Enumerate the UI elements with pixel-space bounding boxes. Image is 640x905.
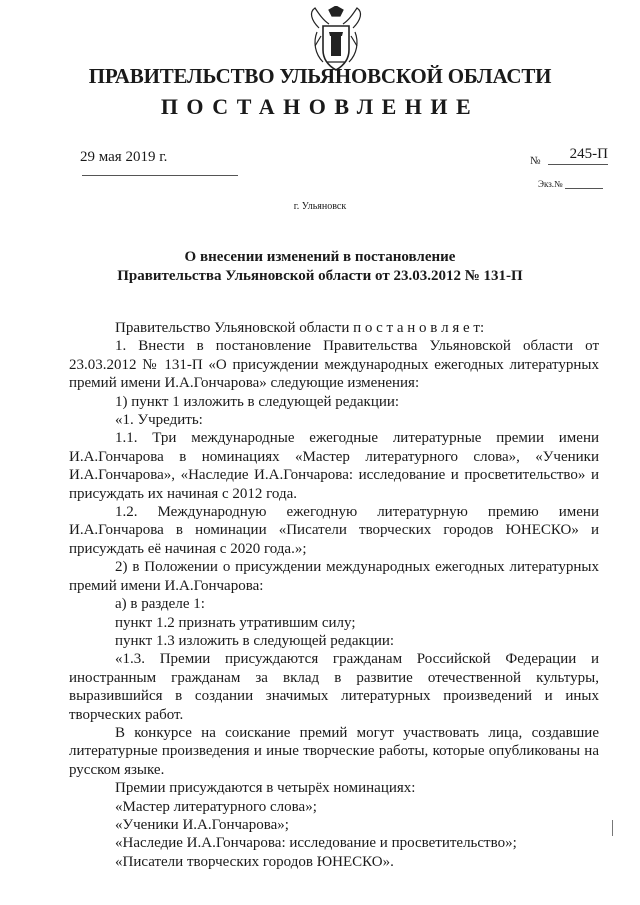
margin-mark [612,820,615,836]
document-subject [0,248,640,286]
paragraph: Премии присуждаются в четырёх номинациях: [115,780,416,797]
paragraph: В конкурсе на соискание премий могут участвовать лица, создавшие литературные произведения и иные творческие работы, которые опубликованы на русском языке. [69,724,599,778]
paragraph: 2) в Положении о присуждении международных ежегодных литературных премий имени И.А.Гончарова: [69,559,599,594]
paragraph: «Писатели творческих городов ЮНЕСКО». [115,853,394,870]
document-number: 245-П [548,146,608,165]
paragraph: «1.3. Премии присуждаются гражданам Российской Федерации и иностранным гражданам за вклад в развитие отечественной культуры, выразившийся в создании значимых литературных произведений и иных творческих работ. [69,651,599,723]
date-underline [82,175,238,176]
paragraph: «Мастер литературного слова»; [115,798,317,815]
document-date: 29 мая 2019 г. [80,149,168,165]
copy-number [538,179,603,189]
paragraph: 1.2. Международную ежегодную литературную премию имени И.А.Гончарова в номинации «Писатели творческих городов ЮНЕСКО» и присуждать её начиная с 2020 года.»; [69,504,599,557]
document-type: ПОСТАНОВЛЕНИЕ [160,94,480,119]
copy-label: Экз.№ [538,179,563,189]
paragraph: 1) пункт 1 изложить в следующей редакции: [115,393,400,410]
paragraph: «Наследие И.А.Гончарова: исследование и просветительство»; [115,835,517,852]
paragraph: «1. Учредить: [115,412,203,429]
paragraph: «Ученики И.А.Гончарова»; [115,816,289,833]
paragraph: пункт 1.3 изложить в следующей редакции: [115,632,395,649]
paragraph: а) в разделе 1: [115,596,205,613]
paragraph: пункт 1.2 признать утратившим силу; [115,614,356,631]
document-body [69,319,599,871]
city: г. Ульяновск [293,201,347,212]
subject-line: Правительства Ульяновской области от 23.03.2012 № 131-П [117,268,523,284]
subject-line: О внесении изменений в постановление [184,249,456,265]
paragraph: Правительство Ульяновской области п о с т а н о в л я е т: [115,320,485,336]
paragraph: 1. Внести в постановление Правительства Ульяновской области от 23.03.2012 № 131-П «О присуждении международных ежегодных литературных премий имени И.А.Гончарова» следующие изменения: [69,338,599,392]
number-sign: № [530,155,541,167]
coat-of-arms-icon [307,6,365,72]
government-title: ПРАВИТЕЛЬСТВО УЛЬЯНОВСКОЙ ОБЛАСТИ [88,64,552,88]
paragraph: 1.1. Три международные ежегодные литературные премии имени И.А.Гончарова в номинациях «Мастер литературного слова», «Ученики И.А.Гончарова», «Наследие И.А.Гончарова: исследование и просветительство» и присуждать их начиная с 2012 года. [69,430,599,502]
copy-underline [565,188,603,189]
